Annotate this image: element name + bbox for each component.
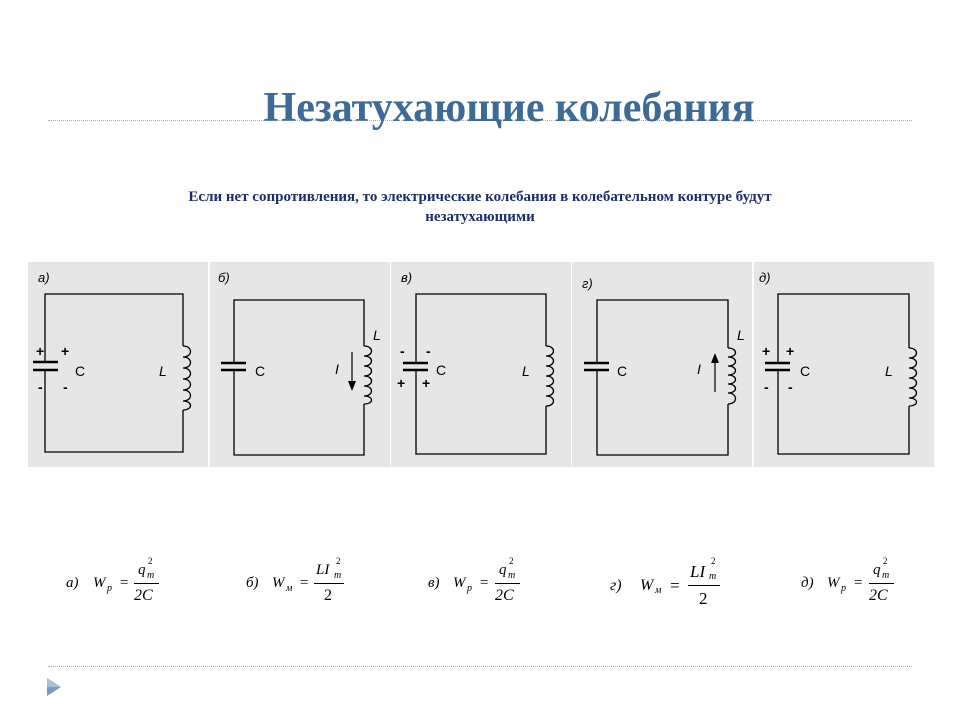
slide-title: Незатухающие колебания [263,85,755,131]
formula-num-sup: 2 [148,556,153,566]
circuit-panel-a [28,262,208,467]
current-arrow-down-icon [348,381,356,391]
inductor-coil [546,346,554,406]
subtitle-line-2: незатухающими [425,209,535,225]
circuit-panel-e [754,262,934,467]
capacitor-label: C [255,363,266,379]
charge-sign: - [426,343,431,359]
formula-equals: = [670,576,680,595]
panel-label: д) [759,270,771,285]
fraction-bar [134,583,159,584]
circuit-panel-d [572,262,752,467]
formula-equals: = [480,575,489,591]
capacitor-label: C [617,363,628,379]
capacitor-label: C [800,363,811,379]
circuit-wire-bottom [778,370,909,454]
formula-label: а) [66,575,79,591]
circuit-wire-bottom [234,370,364,455]
panel-label: в) [401,270,413,285]
circuit-wire-bottom [416,370,546,454]
formula-lhs-sub: м [655,585,662,596]
formula-e [801,556,911,612]
fraction-bar [495,583,520,584]
charge-sign: + [786,343,795,359]
formula-denominator: 2 [699,589,708,608]
formula-c [428,556,538,612]
fraction-bar [869,583,894,584]
formula-num-sub: m [147,570,155,581]
subtitle-line-1: Если нет сопротивления, то электрические колебания в колебательном контуре будут [188,189,772,205]
triangle-right-icon[interactable] [46,677,62,697]
formula-equals: = [854,575,863,591]
formula-label: д) [801,575,814,591]
formula-lhs: W [93,575,106,591]
formula-denominator: 2 [324,587,332,604]
formula-numerator: q [138,562,146,578]
formula-lhs-sub: р [841,583,846,594]
capacitor-label: C [436,362,447,378]
circuit-panel-c [391,262,571,467]
inductor-coil [728,348,736,404]
current-arrow-up-icon [711,353,719,363]
fraction-bar [314,583,344,584]
panel-label: г) [582,276,593,291]
inductor-label: L [373,327,381,343]
inductor-label: L [159,363,167,379]
circuit-wire-top [778,294,909,362]
formula-num-sup: 2 [711,556,716,566]
inductor-coil [909,348,917,406]
formula-lhs-sub: р [107,583,112,594]
charge-sign: + [36,343,45,359]
circuit-diagram-e [754,262,934,467]
formula-lhs: W [272,575,285,591]
circuit-panel-b [210,262,390,467]
formula-numerator: LI [316,562,330,578]
formula-a [66,556,176,612]
charge-sign: + [397,375,406,391]
circuit-wire-top [234,300,364,362]
formula-num-sup: 2 [883,556,888,566]
formula-lhs: W [453,575,466,591]
formula-lhs-sub: р [467,583,472,594]
formula-denominator: 2C [495,587,514,604]
panel-label: а) [38,270,50,285]
formula-equals: = [120,575,129,591]
formula-numerator: q [499,562,507,578]
circuit-wire-top [45,294,183,346]
formula-lhs: W [640,577,654,594]
current-label: I [697,361,701,377]
formula-lhs: W [827,575,840,591]
charge-sign: - [63,379,68,395]
current-label: I [335,361,339,377]
charge-sign: + [762,343,771,359]
bottom-divider [48,666,912,667]
circuit-wire-top [416,294,546,362]
formula-lhs-sub: м [286,583,293,594]
charge-sign: - [788,379,793,395]
formula-denominator: 2C [869,587,888,604]
inductor-label: L [522,363,530,379]
capacitor-label: C [75,363,86,379]
circuit-diagram-a [28,262,208,467]
formula-numerator: LI [690,562,706,581]
inductor-coil [183,346,191,410]
formula-equals: = [300,575,309,591]
formula-num-sub: m [508,570,516,581]
inductor-label: L [737,327,745,343]
formula-label: г) [610,577,622,594]
charge-sign: - [38,379,43,395]
circuit-diagram-d [572,262,752,467]
slide-subtitle [100,187,860,227]
charge-sign: + [422,375,431,391]
charge-sign: + [61,343,70,359]
formula-num-sub: m [709,571,717,582]
charge-sign: - [400,343,405,359]
formula-label: в) [428,575,440,591]
circuit-wire-top [597,300,728,363]
formula-num-sup: 2 [509,556,514,566]
formula-b [246,556,366,612]
charge-sign: - [764,379,769,395]
inductor-coil [364,346,372,404]
circuit-diagram-b [210,262,390,467]
fraction-bar [688,585,720,586]
formula-num-sub: m [882,570,890,581]
inductor-label: L [885,363,893,379]
formula-num-sup: 2 [336,556,341,566]
formula-label: б) [246,575,259,591]
circuit-wire-bottom [597,370,728,455]
panel-label: б) [218,270,230,285]
formula-num-sub: m [334,570,342,581]
formula-d [610,558,730,614]
formula-numerator: q [873,562,881,578]
formula-denominator: 2C [134,587,153,604]
circuit-diagram-c [391,262,571,467]
